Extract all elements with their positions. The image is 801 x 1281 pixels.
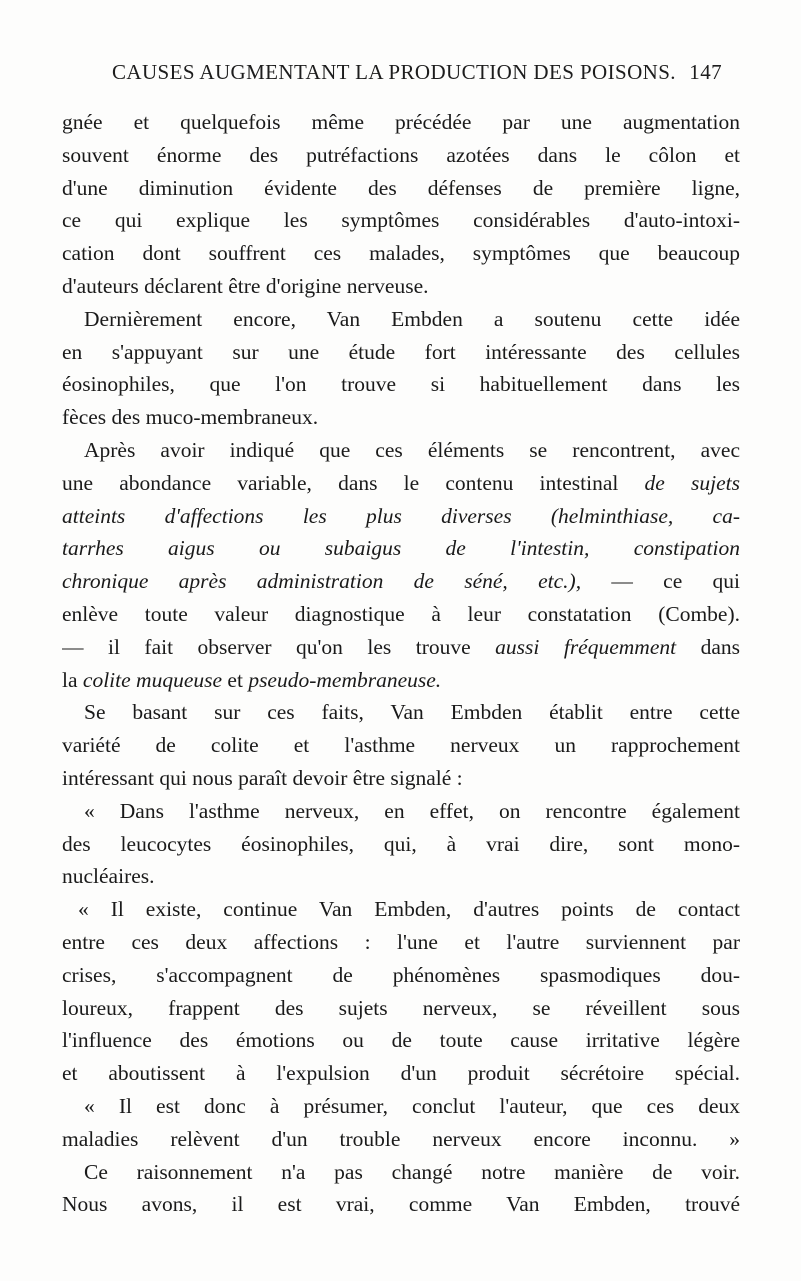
text-line: enlève toute valeur diagnostique à leur constatation (Combe). — [62, 601, 740, 626]
text-line: éosinophiles, que l'on trouve si habituellement dans les — [62, 372, 740, 397]
italic-text: chronique après administration de séné, etc.), — [62, 569, 582, 594]
page-header — [112, 60, 722, 94]
paragraph-start-line: Dernièrement encore, Van Embden a soutenu cette idée — [84, 306, 740, 331]
text-line: ce qui explique les symptômes considérables d'auto-intoxi- — [62, 208, 740, 233]
text-line: cation dont souffrent ces malades, symptômes que beaucoup — [62, 241, 740, 266]
quote-start-line: « Dans l'asthme nerveux, en effet, on rencontre également — [84, 798, 740, 823]
text-line: — il fait observer qu'on les trouve aussi fréquemment dans — [62, 634, 740, 659]
text-line: en s'appuyant sur une étude fort intéressante des cellules — [62, 339, 740, 364]
text-line: loureux, frappent des sujets nerveux, se réveillent sous — [62, 995, 740, 1020]
text-line: variété de colite et l'asthme nerveux un rapprochement — [62, 733, 740, 758]
quote-start-line: « Il existe, continue Van Embden, d'autres points de contact — [78, 897, 740, 922]
text-line: et aboutissent à l'expulsion d'un produit sécrétoire spécial. — [62, 1061, 740, 1086]
text-line: souvent énorme des putréfactions azotées dans le côlon et — [62, 142, 740, 167]
text-line: entre ces deux affections : l'une et l'autre surviennent par — [62, 929, 740, 954]
paragraph-start-line: Ce raisonnement n'a pas changé notre manière de voir. — [84, 1159, 740, 1184]
running-title: CAUSES AUGMENTANT LA PRODUCTION DES POISONS. — [112, 60, 676, 84]
text-line: nucléaires. — [62, 864, 155, 889]
paragraph-start-line: Après avoir indiqué que ces éléments se rencontrent, avec — [84, 437, 740, 462]
text-line: intéressant qui nous paraît devoir être signalé : — [62, 765, 463, 790]
italic-text: de sujets — [644, 470, 740, 495]
text-line: gnée et quelquefois même précédée par une augmentation — [62, 110, 740, 134]
body-text — [62, 106, 740, 1221]
italic-text: colite muqueuse — [82, 667, 223, 692]
text-line: fèces des muco-membraneux. — [62, 405, 319, 430]
text-line: d'une diminution évidente des défenses de première ligne, — [62, 175, 740, 200]
quote-start-line: « Il est donc à présumer, conclut l'auteur, que ces deux — [84, 1093, 740, 1118]
italic-text: pseudo-membraneuse. — [248, 667, 442, 692]
text-line: d'auteurs déclarent être d'origine nerveuse. — [62, 273, 429, 298]
italic-text-line: atteints d'affections les plus diverses (helminthiase, ca- — [62, 503, 740, 528]
italic-text-line: tarrhes aigus ou subaigus de l'intestin, constipation — [62, 536, 740, 561]
text-line: une abondance variable, dans le contenu intestinal de sujets — [62, 470, 740, 495]
text-line: crises, s'accompagnent de phénomènes spasmodiques dou- — [62, 962, 740, 987]
text-line: Nous avons, il est vrai, comme Van Embden, trouvé — [62, 1192, 740, 1217]
text-line: la colite muqueuse et pseudo-membraneuse. — [62, 667, 442, 692]
text-line: chronique après administration de séné, etc.), — ce qui — [62, 569, 740, 594]
italic-text: aussi fréquemment — [495, 634, 677, 659]
page-number: 147 — [689, 60, 722, 84]
paragraph-start-line: Se basant sur ces faits, Van Embden établit entre cette — [84, 700, 740, 725]
text-line: des leucocytes éosinophiles, qui, à vrai dire, sont mono- — [62, 831, 740, 856]
text-line: l'influence des émotions ou de toute cause irritative légère — [62, 1028, 740, 1053]
text-line: maladies relèvent d'un trouble nerveux encore inconnu. » — [62, 1126, 740, 1151]
